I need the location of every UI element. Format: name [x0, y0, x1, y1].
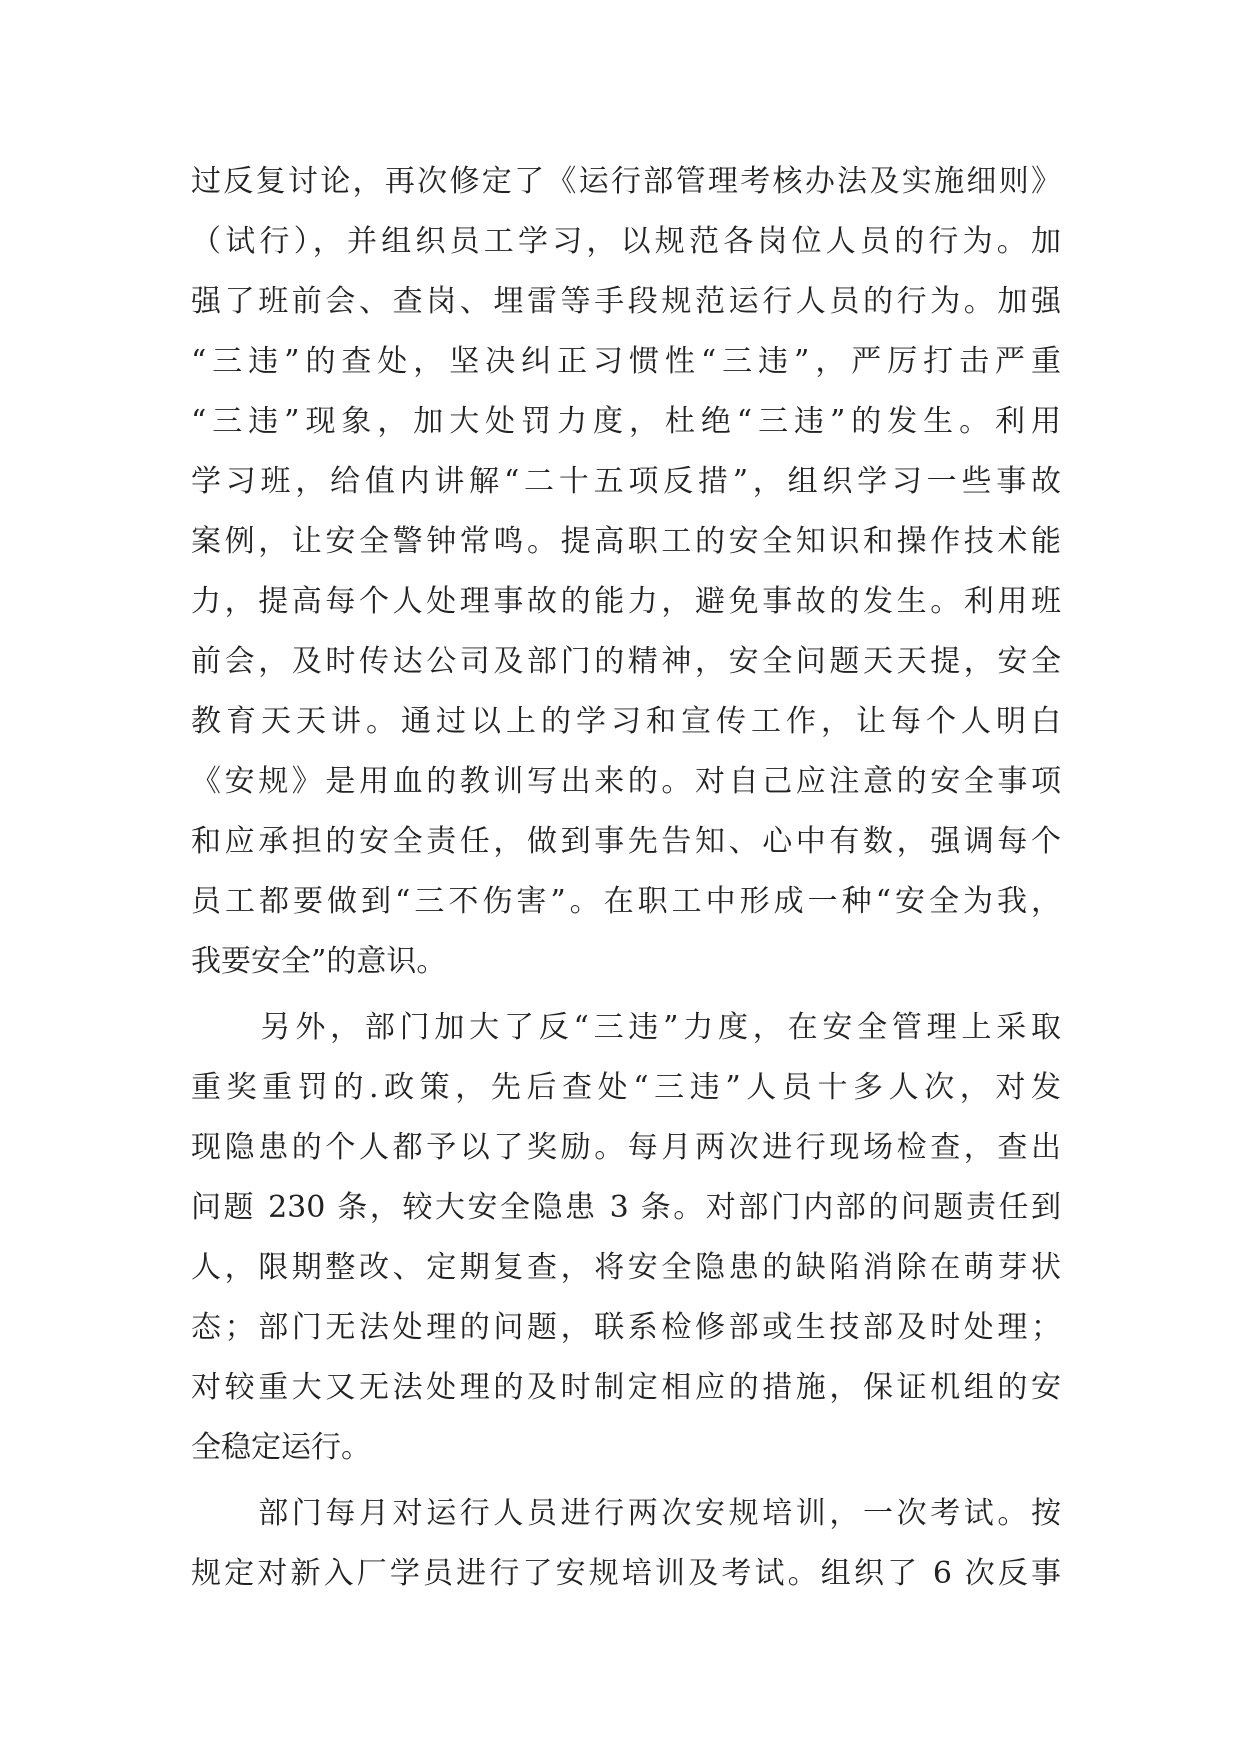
text-line: 重奖重罚的.政策，先后查处“三违”人员十多人次，对发 [191, 1070, 1061, 1105]
text-line: 对较重大又无法处理的及时制定相应的措施，保证机组的安 [191, 1370, 1061, 1405]
text-line: 员工都要做到“三不伤害”。在职工中形成一种“安全为我， [191, 884, 1061, 919]
text-line: 和应承担的安全责任，做到事先告知、心中有数，强调每个 [191, 824, 1061, 859]
text-line: 前会，及时传达公司及部门的精神，安全问题天天提，安全 [191, 644, 1061, 679]
paragraph-2 [191, 998, 1061, 1478]
body-text [191, 152, 1061, 1604]
text-line: 部门每月对运行人员进行两次安规培训，一次考试。按 [191, 1496, 1061, 1531]
text-line: 力，提高每个人处理事故的能力，避免事故的发生。利用班 [191, 584, 1061, 619]
text-line: 案例，让安全警钟常鸣。提高职工的安全知识和操作技术能 [191, 524, 1061, 559]
text-line: 现隐患的个人都予以了奖励。每月两次进行现场检查，查出 [191, 1130, 1061, 1165]
text-line: 人，限期整改、定期复查，将安全隐患的缺陷消除在萌芽状 [191, 1250, 1061, 1285]
paragraph-1 [191, 152, 1061, 992]
text-line: 问题 230 条，较大安全隐患 3 条。对部门内部的问题责任到 [191, 1190, 1061, 1225]
text-line: 强了班前会、查岗、埋雷等手段规范运行人员的行为。加强 [191, 284, 1061, 319]
paragraph-3 [191, 1484, 1061, 1604]
text-line: （试行），并组织员工学习，以规范各岗位人员的行为。加 [191, 224, 1061, 259]
text-line: 规定对新入厂学员进行了安规培训及考试。组织了 6 次反事 [191, 1556, 1061, 1591]
text-line: “三违”现象，加大处罚力度，杜绝“三违”的发生。利用 [191, 404, 1061, 439]
text-line: 学习班，给值内讲解“二十五项反措”，组织学习一些事故 [191, 464, 1061, 499]
text-line: 另外，部门加大了反“三违”力度，在安全管理上采取 [191, 1010, 1061, 1045]
text-line: 全稳定运行。 [191, 1430, 371, 1465]
text-line: “三违”的查处，坚决纠正习惯性“三违”，严厉打击严重 [191, 344, 1061, 379]
text-line: 态；部门无法处理的问题，联系检修部或生技部及时处理； [191, 1310, 1061, 1345]
text-line: 我要安全”的意识。 [191, 944, 447, 979]
text-line: 过反复讨论，再次修定了《运行部管理考核办法及实施细则》 [191, 164, 1061, 199]
text-line: 《安规》是用血的教训写出来的。对自己应注意的安全事项 [191, 764, 1061, 799]
text-line: 教育天天讲。通过以上的学习和宣传工作，让每个人明白 [191, 704, 1061, 739]
